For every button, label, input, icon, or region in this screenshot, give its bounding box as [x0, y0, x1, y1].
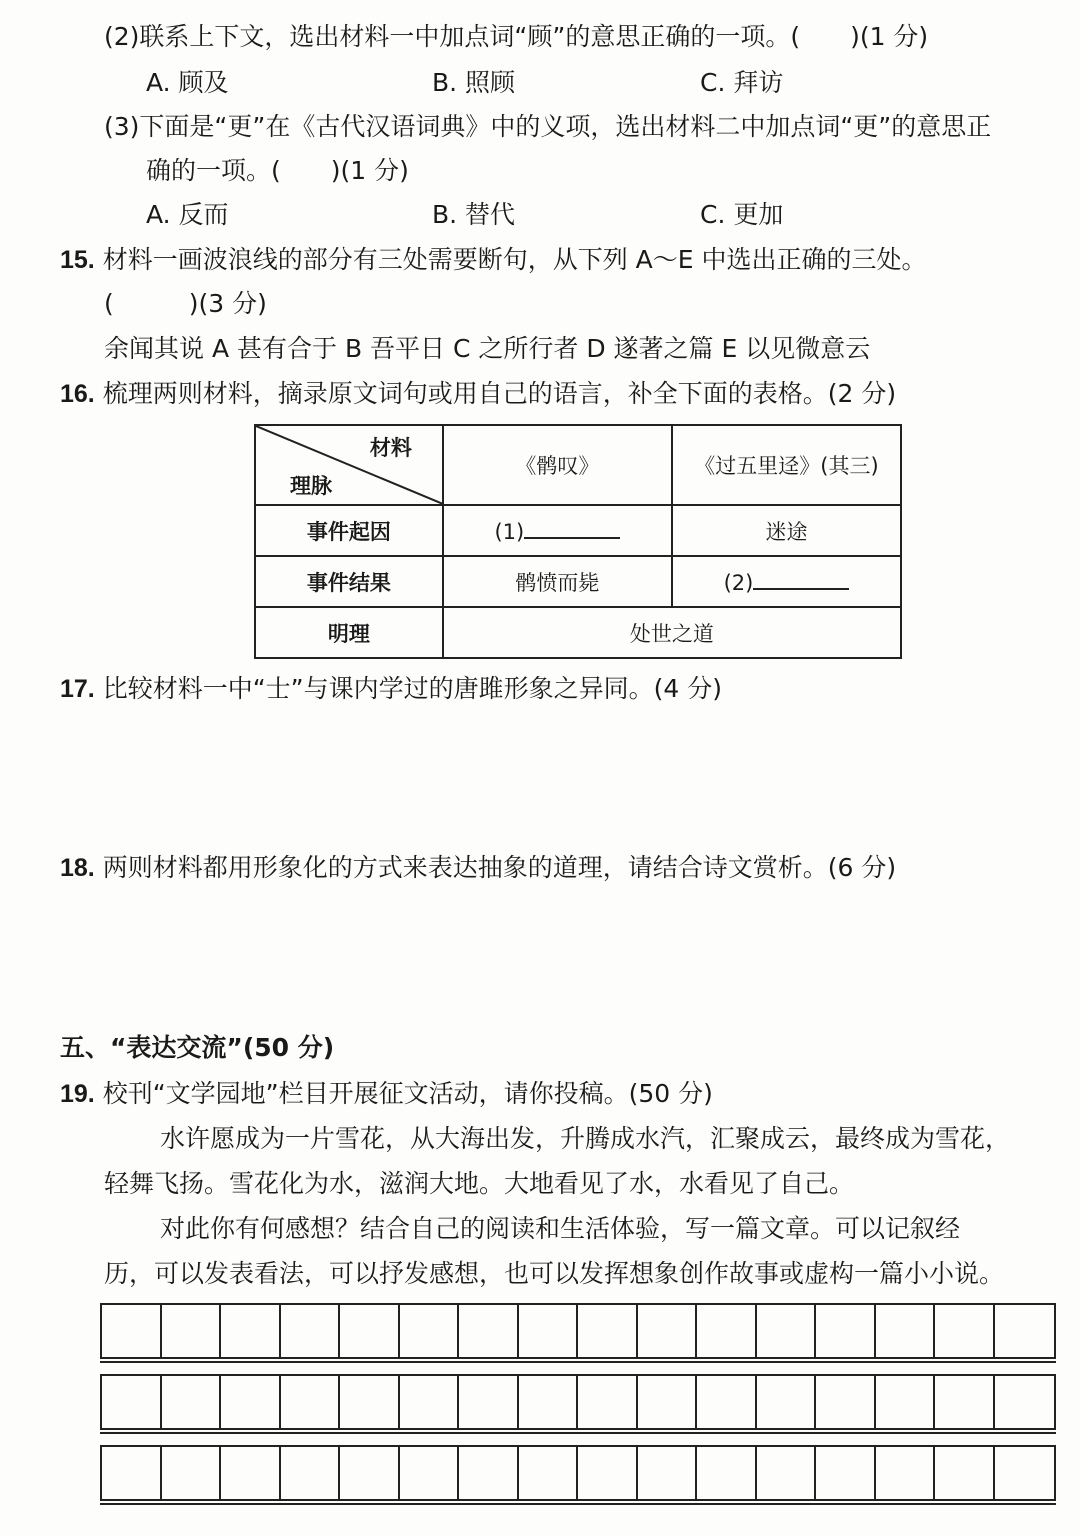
header-col2: 《过五里迳》(其三): [672, 425, 901, 505]
q18-number: 18.: [60, 854, 95, 882]
grid-cell[interactable]: [221, 1305, 281, 1357]
blank-1-label: (1): [494, 520, 525, 544]
grid-separator: [100, 1361, 1056, 1363]
q16-question: [60, 377, 896, 411]
q19-para2-line2: 历，可以发表看法，可以抒发感想，也可以发挥想象创作故事或虚构一篇小小说。: [104, 1259, 1005, 1288]
grid-cell[interactable]: [281, 1305, 341, 1357]
q14-sub2-option-a[interactable]: A. 顾及: [146, 68, 229, 97]
blank-2-label: (2): [723, 571, 754, 595]
grid-cell[interactable]: [697, 1447, 757, 1499]
grid-cell[interactable]: [816, 1305, 876, 1357]
writing-grid[interactable]: [100, 1445, 1056, 1501]
row-result-col2[interactable]: [672, 556, 901, 607]
grid-cell[interactable]: [400, 1376, 460, 1428]
writing-grid[interactable]: [100, 1303, 1056, 1359]
q15-number: 15.: [60, 246, 95, 274]
grid-cell[interactable]: [459, 1305, 519, 1357]
grid-row[interactable]: [100, 1374, 1056, 1430]
grid-cell[interactable]: [519, 1305, 579, 1357]
grid-cell[interactable]: [340, 1305, 400, 1357]
header-thread: 理脉: [290, 474, 332, 498]
header-col1: 《鹘叹》: [443, 425, 672, 505]
grid-cell[interactable]: [816, 1376, 876, 1428]
row-result-col1: 鹘愤而毙: [443, 556, 672, 607]
grid-cell[interactable]: [935, 1305, 995, 1357]
q14-sub3-option-b[interactable]: B. 替代: [432, 200, 516, 229]
grid-cell[interactable]: [578, 1447, 638, 1499]
grid-cell[interactable]: [162, 1305, 222, 1357]
grid-cell[interactable]: [876, 1305, 936, 1357]
grid-cell[interactable]: [876, 1447, 936, 1499]
grid-cell[interactable]: [995, 1376, 1055, 1428]
grid-cell[interactable]: [102, 1376, 162, 1428]
grid-cell[interactable]: [876, 1376, 936, 1428]
blank-2[interactable]: [753, 568, 849, 590]
grid-cell[interactable]: [757, 1305, 817, 1357]
q18-text: 两则材料都用形象化的方式来表达抽象的道理，请结合诗文赏析。(6 分): [102, 853, 897, 882]
blank-1[interactable]: [524, 517, 620, 539]
grid-cell[interactable]: [995, 1305, 1055, 1357]
grid-cell[interactable]: [102, 1447, 162, 1499]
grid-cell[interactable]: [102, 1305, 162, 1357]
grid-cell[interactable]: [281, 1447, 341, 1499]
q15-text: 材料一画波浪线的部分有三处需要断句，从下列 A～E 中选出正确的三处。: [102, 245, 927, 274]
grid-cell[interactable]: [221, 1447, 281, 1499]
grid-cell[interactable]: [459, 1376, 519, 1428]
header-material: 材料: [369, 436, 412, 460]
grid-cell[interactable]: [578, 1305, 638, 1357]
grid-cell[interactable]: [638, 1447, 698, 1499]
grid-cell[interactable]: [281, 1376, 341, 1428]
q15-question: [60, 243, 927, 277]
summary-table: [254, 424, 902, 659]
grid-separator: [100, 1432, 1056, 1434]
row-cause-col2: 迷途: [672, 505, 901, 556]
diagonal-line: [256, 426, 443, 504]
grid-cell[interactable]: [340, 1447, 400, 1499]
grid-cell[interactable]: [757, 1447, 817, 1499]
row-moral-value: 处世之道: [443, 607, 901, 658]
q14-sub3-option-c[interactable]: C. 更加: [700, 200, 784, 229]
grid-cell[interactable]: [519, 1447, 579, 1499]
q14-sub2-option-b[interactable]: B. 照顾: [432, 68, 516, 97]
q19-text: 校刊“文学园地”栏目开展征文活动，请你投稿。(50 分): [102, 1079, 713, 1108]
q18-question: [60, 851, 896, 885]
row-moral-label: 明理: [255, 607, 443, 658]
q15-answer-line[interactable]: ( )(3 分): [104, 289, 267, 318]
q16-text: 梳理两则材料，摘录原文词句或用自己的语言，补全下面的表格。(2 分): [102, 379, 897, 408]
q14-sub3-option-a[interactable]: A. 反而: [146, 200, 229, 229]
grid-cell[interactable]: [459, 1447, 519, 1499]
q16-number: 16.: [60, 380, 95, 408]
q19-para2-line1: 对此你有何感想？结合自己的阅读和生活体验，写一篇文章。可以记叙经: [160, 1214, 961, 1243]
grid-cell[interactable]: [816, 1447, 876, 1499]
q14-sub3-line2: 确的一项。( )(1 分): [146, 156, 409, 185]
grid-cell[interactable]: [935, 1376, 995, 1428]
grid-cell[interactable]: [995, 1447, 1055, 1499]
row-cause-label: 事件起因: [255, 505, 443, 556]
q19-question: [60, 1077, 713, 1111]
q19-number: 19.: [60, 1080, 95, 1108]
grid-cell[interactable]: [757, 1376, 817, 1428]
q14-sub2-option-c[interactable]: C. 拜访: [700, 68, 784, 97]
row-result-label: 事件结果: [255, 556, 443, 607]
q19-para1-line1: 水许愿成为一片雪花，从大海出发，升腾成水汽，汇聚成云，最终成为雪花，: [160, 1124, 1011, 1153]
grid-cell[interactable]: [400, 1447, 460, 1499]
q19-para1-line2: 轻舞飞扬。雪花化为水，滋润大地。大地看见了水，水看见了自己。: [104, 1169, 855, 1198]
writing-grid[interactable]: [100, 1374, 1056, 1430]
grid-cell[interactable]: [162, 1376, 222, 1428]
q15-passage: 余闻其说 A 甚有合于 B 吾平日 C 之所行者 D 遂著之篇 E 以见微意云: [104, 334, 871, 363]
grid-cell[interactable]: [697, 1376, 757, 1428]
q17-number: 17.: [60, 675, 95, 703]
q14-sub2-text: (2)联系上下文，选出材料一中加点词“顾”的意思正确的一项。( )(1 分): [104, 22, 929, 51]
grid-cell[interactable]: [935, 1447, 995, 1499]
q17-question: [60, 672, 722, 706]
grid-row[interactable]: [100, 1445, 1056, 1501]
grid-cell[interactable]: [519, 1376, 579, 1428]
grid-cell[interactable]: [162, 1447, 222, 1499]
table-header-diagonal-cell: [255, 425, 443, 505]
grid-cell[interactable]: [697, 1305, 757, 1357]
q14-sub3-line1: (3)下面是“更”在《古代汉语词典》中的义项，选出材料二中加点词“更”的意思正: [104, 112, 992, 141]
grid-cell[interactable]: [400, 1305, 460, 1357]
grid-cell[interactable]: [221, 1376, 281, 1428]
section-5-title: 五、“表达交流”(50 分): [60, 1033, 335, 1062]
grid-cell[interactable]: [638, 1305, 698, 1357]
grid-row[interactable]: [100, 1303, 1056, 1359]
grid-separator: [100, 1503, 1056, 1505]
grid-cell[interactable]: [340, 1376, 400, 1428]
q17-text: 比较材料一中“士”与课内学过的唐雎形象之异同。(4 分): [102, 674, 722, 703]
grid-cell[interactable]: [578, 1376, 638, 1428]
row-cause-col1[interactable]: [443, 505, 672, 556]
grid-cell[interactable]: [638, 1376, 698, 1428]
